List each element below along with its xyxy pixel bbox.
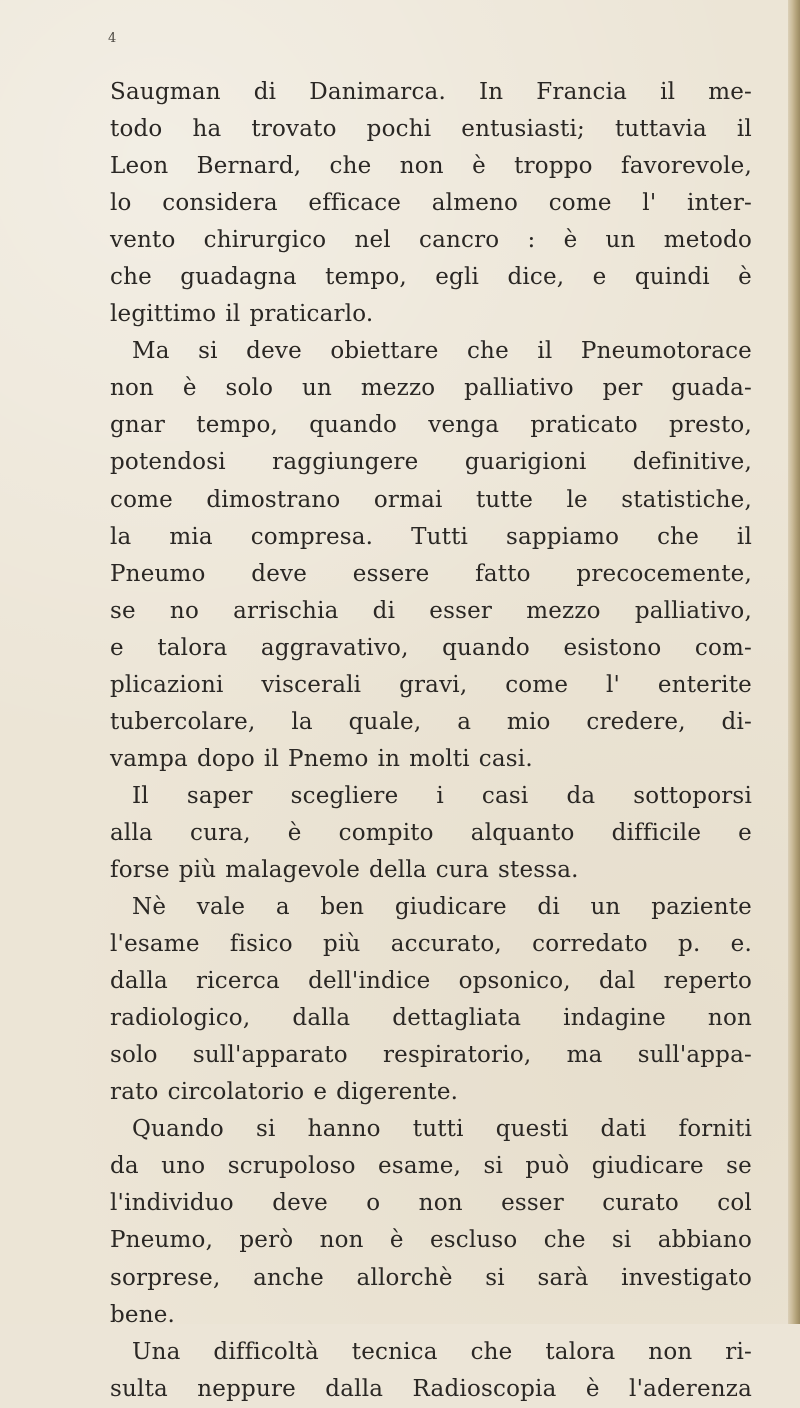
- text-line: e talora aggravativo, quando esistono com-: [110, 634, 752, 661]
- text-line: come dimostrano ormai tutte le statistiche,: [110, 486, 752, 513]
- text-line: vampa dopo il Pnemo in molti casi.: [110, 745, 533, 772]
- text-line: dalla ricerca dell'indice opsonico, dal reperto: [110, 968, 752, 995]
- text-line: Pneumo deve essere fatto precocemente,: [110, 560, 752, 587]
- text-line: radiologico, dalla dettagliata indagine non: [110, 1005, 752, 1032]
- text-line: Leon Bernard, che non è troppo favorevole,: [110, 153, 752, 180]
- text-line: vento chirurgico nel cancro : è un metodo: [110, 227, 752, 254]
- text-line: tubercolare, la quale, a mio credere, di-: [110, 708, 752, 735]
- text-line: la mia compresa. Tutti sappiamo che il: [110, 523, 752, 550]
- paragraph-first-line: Una difficoltà tecnica che talora non ri-: [132, 1338, 752, 1365]
- text-line: l'individuo deve o non esser curato col: [110, 1190, 752, 1217]
- text-line: sulta neppure dalla Radioscopia è l'aderenza: [110, 1375, 752, 1402]
- text-line: che guadagna tempo, egli dice, e quindi è: [110, 264, 752, 291]
- text-line: forse più malagevole della cura stessa.: [110, 856, 579, 883]
- page-number: 4: [108, 31, 117, 46]
- text-line: solo sull'apparato respiratorio, ma sull'appa-: [110, 1042, 752, 1069]
- text-line: legittimo il praticarlo.: [110, 301, 374, 328]
- text-line: bene.: [110, 1301, 176, 1328]
- text-line: potendosi raggiungere guarigioni definitive,: [110, 449, 752, 476]
- text-line: todo ha trovato pochi entusiasti; tuttavia il: [110, 116, 752, 143]
- text-line: se no arrischia di esser mezzo palliativo,: [110, 597, 752, 624]
- paragraph-first-line: Ma si deve obiettare che il Pneumotorace: [132, 338, 752, 365]
- text-line: non è solo un mezzo palliativo per guada-: [110, 375, 752, 402]
- paragraph-first-line: Nè vale a ben giudicare di un paziente: [132, 894, 752, 921]
- paragraph-first-line: Il saper scegliere i casi da sottoporsi: [132, 782, 752, 809]
- page-edge-shadow: [788, 0, 800, 1324]
- text-line: alla cura, è compito alquanto difficile e: [110, 819, 752, 846]
- text-line: Pneumo, però non è escluso che si abbiano: [110, 1227, 752, 1254]
- paragraph-first-line: Quando si hanno tutti questi dati forniti: [132, 1116, 752, 1143]
- text-line: da uno scrupoloso esame, si può giudicare se: [110, 1153, 752, 1180]
- text-line: Saugman di Danimarca. In Francia il me-: [110, 79, 752, 105]
- text-line: sorprese, anche allorchè si sarà investigato: [110, 1264, 752, 1291]
- text-line: gnar tempo, quando venga praticato presto,: [110, 412, 752, 439]
- body-text: [110, 74, 752, 1408]
- text-line: rato circolatorio e digerente.: [110, 1079, 459, 1106]
- text-line: plicazioni viscerali gravi, come l' enterite: [110, 671, 752, 698]
- text-line: l'esame fisico più accurato, corredato p. e.: [110, 931, 752, 958]
- text-line: lo considera efficace almeno come l' inter-: [110, 190, 752, 217]
